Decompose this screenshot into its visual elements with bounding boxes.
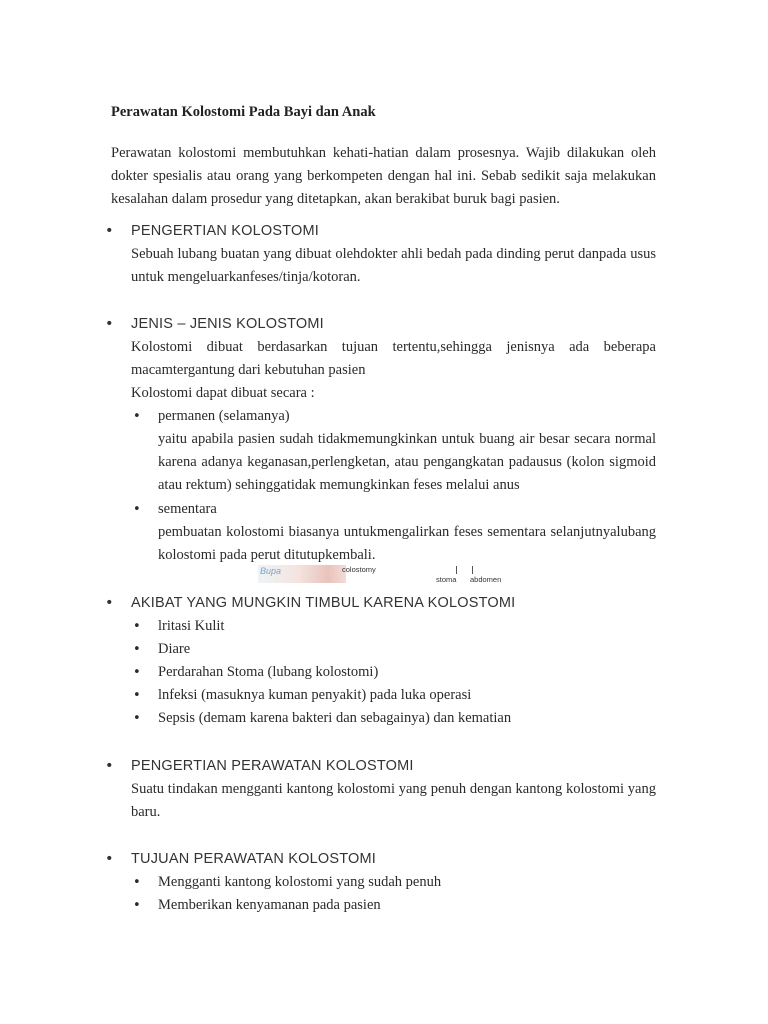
section-tujuan-perawatan [105,848,656,917]
types-list [105,498,656,521]
list-item: • lnfeksi (masuknya kuman penyakit) pada luka operasi [131,684,656,707]
section-heading: • JENIS – JENIS KOLOSTOMI [105,313,656,336]
section-heading: • PENGERTIAN KOLOSTOMI [105,220,656,243]
type-description: yaitu apabila pasien sudah tidakmemungkinkan untuk buang air besar secara normal karena adanya keganasan,perlengketan, atau pengangkatan padausus (kolon sigmoid atau rektum) sehinggatidak memungkinkan feses melalui anus [158,431,656,493]
bupa-logo: Bupa [260,566,282,576]
section-pengertian-kolostomi [105,220,656,289]
list-item: • Sepsis (demam karena bakteri dan sebagainya) dan kematian [131,707,656,730]
intro-paragraph: Perawatan kolostomi membutuhkan kehati-hatian dalam prosesnya. Wajib dilakukan oleh dokter spesialis atau orang yang berkompeten dengan hal ini. Sebab sedikit saja melakukan kesalahan dalam prosedur yang ditetapkan, akan berakibat buruk bagi pasien. [111,145,656,207]
list-item: • permanen (selamanya) [131,405,656,428]
list-item: • Mengganti kantong kolostomi yang sudah penuh [131,871,656,894]
section-heading: • TUJUAN PERAWATAN KOLOSTOMI [105,848,656,871]
list-item: • lritasi Kulit [131,615,656,638]
section-text: Suatu tindakan mengganti kantong kolostomi yang penuh dengan kantong kolostomi yang baru. [131,781,656,820]
effects-list [105,615,656,730]
diagram-image [258,565,346,583]
section-text: Kolostomi dapat dibuat secara : [131,385,315,401]
diagram-label: abdomen [470,575,502,584]
list-item: • sementara [131,498,656,521]
types-list [105,405,656,428]
section-pengertian-perawatan [105,755,656,824]
document-title: Perawatan Kolostomi Pada Bayi dan Anak [111,104,376,120]
type-description: pembuatan kolostomi biasanya untukmengalirkan feses sementara selanjutnyalubang kolostomi pada perut ditutupkembali. [158,524,656,563]
goals-list [105,871,656,917]
section-heading: • AKIBAT YANG MUNGKIN TIMBUL KARENA KOLOSTOMI [105,592,656,615]
colostomy-diagram [258,565,508,585]
section-akibat-kolostomi [105,592,656,730]
section-heading: • PENGERTIAN PERAWATAN KOLOSTOMI [105,755,656,778]
diagram-label: stoma [436,575,457,584]
section-text: Sebuah lubang buatan yang dibuat olehdokter ahli bedah pada dinding perut danpada usus untuk mengeluarkanfeses/tinja/kotoran. [131,246,656,285]
diagram-label: colostomy [342,565,376,574]
label-pointer [472,566,473,574]
list-item: • Perdarahan Stoma (lubang kolostomi) [131,661,656,684]
label-pointer [456,566,457,574]
list-item: • Diare [131,638,656,661]
section-text: Kolostomi dibuat berdasarkan tujuan tertentu,sehingga jenisnya ada beberapa macamtergantung dari kebutuhan pasien [131,339,656,378]
list-item: • Memberikan kenyamanan pada pasien [131,894,656,917]
section-jenis-kolostomi [105,313,656,567]
